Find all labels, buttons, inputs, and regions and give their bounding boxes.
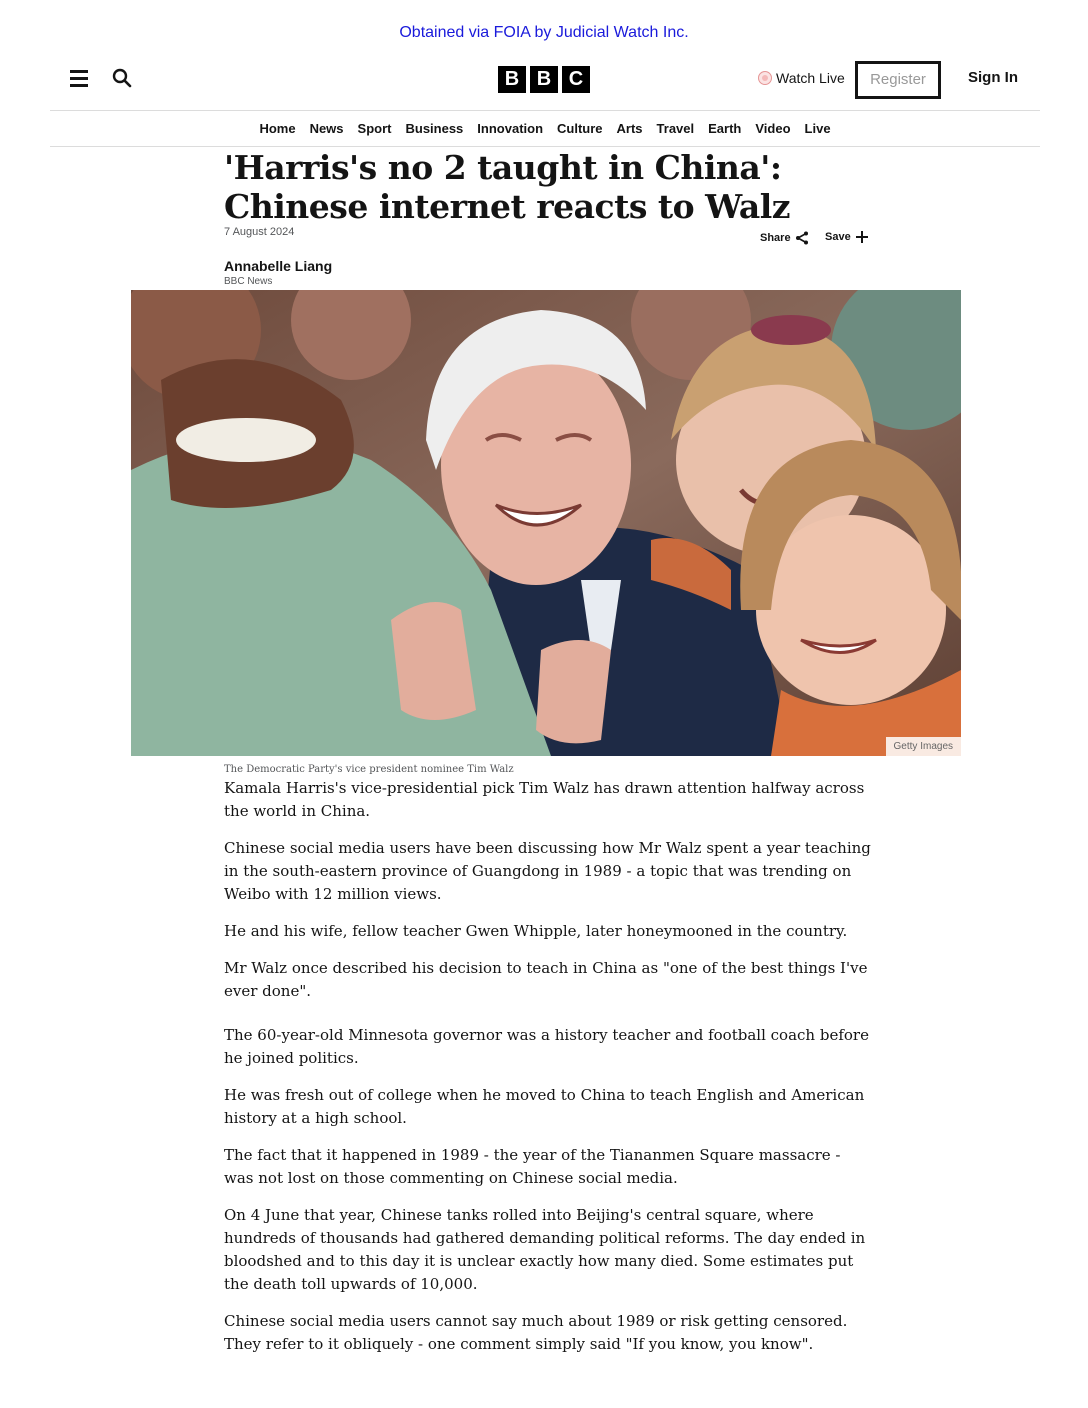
live-dot-icon xyxy=(758,71,772,85)
article-paragraph: He and his wife, fellow teacher Gwen Whipple, later honeymooned in the country. xyxy=(224,922,848,940)
nav-video[interactable]: Video xyxy=(755,120,791,136)
article-paragraph: Mr Walz once described his decision to teach in China as "one of the best things I've ever done". xyxy=(224,959,868,1000)
register-button[interactable]: Register xyxy=(855,61,941,99)
article-paragraph: The fact that it happened in 1989 - the year of the Tiananmen Square massacre - was not lost on those commenting on Chinese social media. xyxy=(224,1146,841,1187)
foia-banner: Obtained via FOIA by Judicial Watch Inc. xyxy=(399,24,689,41)
watch-live-link[interactable] xyxy=(758,70,845,86)
hero-image xyxy=(131,290,961,756)
plus-icon xyxy=(856,231,868,243)
article-paragraph: The 60-year-old Minnesota governor was a history teacher and football coach before he joined politics. xyxy=(224,1026,869,1067)
save-label: Save xyxy=(825,231,851,243)
logo-letter-b1: B xyxy=(498,66,526,93)
nav-sport[interactable]: Sport xyxy=(357,120,392,136)
sign-in-link[interactable]: Sign In xyxy=(968,69,1018,86)
watch-live-label: Watch Live xyxy=(776,70,845,86)
article-title: 'Harris's no 2 taught in China': Chinese internet reacts to Walz xyxy=(224,148,790,226)
site-header xyxy=(50,58,1040,111)
article-paragraph: Kamala Harris's vice-presidential pick Tim Walz has drawn attention halfway across the world in China. xyxy=(224,779,865,820)
logo-letter-c: C xyxy=(562,66,590,93)
article-paragraph: On 4 June that year, Chinese tanks rolled into Beijing's central square, where hundreds of thousands had gathered demanding political reforms. The day ended in bloodshed and to this day it is unclear exactly how many died. Some estimates put the death toll upwards of 10,000. xyxy=(224,1206,866,1293)
author-org: BBC News xyxy=(224,276,273,287)
image-caption: The Democratic Party's vice president nominee Tim Walz xyxy=(224,764,514,775)
search-icon[interactable] xyxy=(112,68,132,88)
save-button[interactable] xyxy=(825,231,868,243)
article-date: 7 August 2024 xyxy=(224,226,295,238)
image-credit: Getty Images xyxy=(886,737,961,756)
logo-letter-b2: B xyxy=(530,66,558,93)
nav-culture[interactable]: Culture xyxy=(557,120,603,136)
article-paragraph: He was fresh out of college when he moved to China to teach English and American history at a high school. xyxy=(224,1086,865,1127)
share-label: Share xyxy=(760,232,791,244)
menu-icon[interactable] xyxy=(70,70,88,87)
nav-earth[interactable]: Earth xyxy=(708,120,742,136)
hero-photo xyxy=(131,290,961,756)
nav-news[interactable]: News xyxy=(309,120,344,136)
author-name: Annabelle Liang xyxy=(224,258,333,274)
share-button[interactable] xyxy=(760,231,809,245)
nav-live[interactable]: Live xyxy=(804,120,831,136)
nav-business[interactable]: Business xyxy=(405,120,464,136)
article-paragraph: Chinese social media users have been discussing how Mr Walz spent a year teaching in the south-eastern province of Guangdong in 1989 - a topic that was trending on Weibo with 12 million views. xyxy=(224,839,871,903)
nav-arts[interactable]: Arts xyxy=(616,120,643,136)
main-nav xyxy=(50,110,1040,147)
nav-travel[interactable]: Travel xyxy=(656,120,695,136)
bbc-logo[interactable] xyxy=(498,66,590,93)
nav-home[interactable]: Home xyxy=(259,120,296,136)
nav-innovation[interactable]: Innovation xyxy=(477,120,544,136)
share-icon xyxy=(795,231,809,245)
article-body xyxy=(224,777,874,1356)
article-paragraph: Chinese social media users cannot say much about 1989 or risk getting censored. They refer to it obliquely - one comment simply said "If you know, you know". xyxy=(224,1312,848,1353)
